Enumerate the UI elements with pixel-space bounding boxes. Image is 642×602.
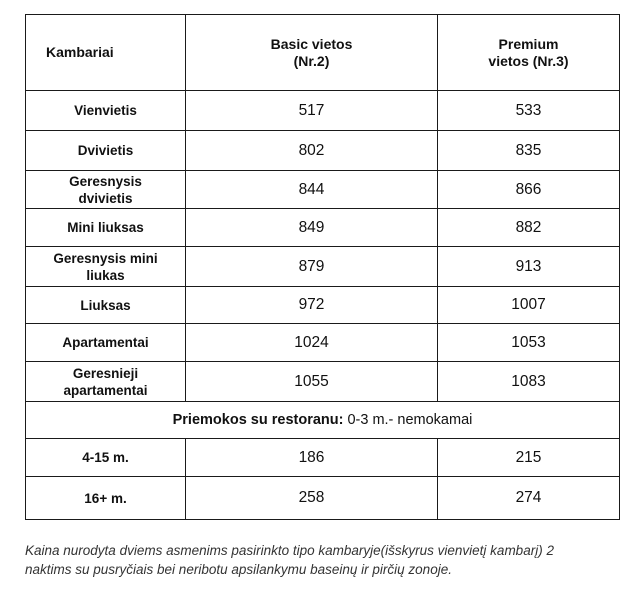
room-name: Mini liuksas [26, 209, 186, 247]
room-name-line2: liukas [86, 267, 125, 283]
table-row [26, 91, 620, 131]
table-row [26, 287, 620, 324]
premium-price: 215 [438, 439, 620, 477]
price-note: Kaina nurodyta dviems asmenims pasirinkto tipo kambaryje(išskyrus vienvietį kambarį) 2 naktims su pusryčiais bei neribotu apsilankymu baseinų ir pirčių zonoje. [25, 543, 554, 577]
table-row [26, 362, 620, 402]
header-basic-line1: Basic vietos [270, 35, 353, 52]
basic-price: 1024 [186, 324, 438, 362]
header-basic-line2: (Nr.2) [293, 52, 330, 69]
basic-price: 258 [186, 477, 438, 520]
room-name-line2: dvivietis [78, 190, 133, 206]
supplement-cell [26, 402, 620, 439]
age-group: 16+ m. [26, 477, 186, 520]
basic-price: 879 [186, 247, 438, 287]
header-premium-line1: Premium [498, 35, 559, 52]
room-name-line1: Geresnysis [69, 173, 142, 189]
room-name: Dvivietis [26, 131, 186, 171]
premium-price: 1053 [438, 324, 620, 362]
premium-price: 533 [438, 91, 620, 131]
premium-price: 1083 [438, 362, 620, 402]
supplement-row [26, 402, 620, 439]
room-name-line1: Geresnysis mini [53, 250, 158, 266]
header-basic [186, 15, 438, 91]
supplement-label: Priemokos su restoranu: [172, 412, 344, 428]
premium-price: 1007 [438, 287, 620, 324]
basic-price: 972 [186, 287, 438, 324]
table-row [26, 324, 620, 362]
basic-price: 186 [186, 439, 438, 477]
room-name [26, 247, 186, 287]
basic-price: 849 [186, 209, 438, 247]
basic-price: 517 [186, 91, 438, 131]
header-premium-line2: vietos (Nr.3) [488, 52, 569, 69]
premium-price: 835 [438, 131, 620, 171]
room-name-line2: apartamentai [63, 382, 148, 398]
price-table [25, 14, 620, 520]
premium-price: 866 [438, 171, 620, 209]
basic-price: 802 [186, 131, 438, 171]
table-row [26, 209, 620, 247]
age-row [26, 439, 620, 477]
premium-price: 913 [438, 247, 620, 287]
premium-price: 274 [438, 477, 620, 520]
room-name [26, 362, 186, 402]
room-name-line1: Geresnieji [72, 365, 139, 381]
supplement-value: 0-3 m.- nemokamai [343, 412, 473, 428]
header-rooms: Kambariai [26, 15, 186, 91]
table-row [26, 131, 620, 171]
table-row [26, 171, 620, 209]
header-premium [438, 15, 620, 91]
room-name: Vienvietis [26, 91, 186, 131]
table-row [26, 247, 620, 287]
room-name: Liuksas [26, 287, 186, 324]
age-row [26, 477, 620, 520]
basic-price: 844 [186, 171, 438, 209]
basic-price: 1055 [186, 362, 438, 402]
room-name: Apartamentai [26, 324, 186, 362]
age-group: 4-15 m. [26, 439, 186, 477]
table-header-row [26, 15, 620, 91]
room-name [26, 171, 186, 209]
premium-price: 882 [438, 209, 620, 247]
